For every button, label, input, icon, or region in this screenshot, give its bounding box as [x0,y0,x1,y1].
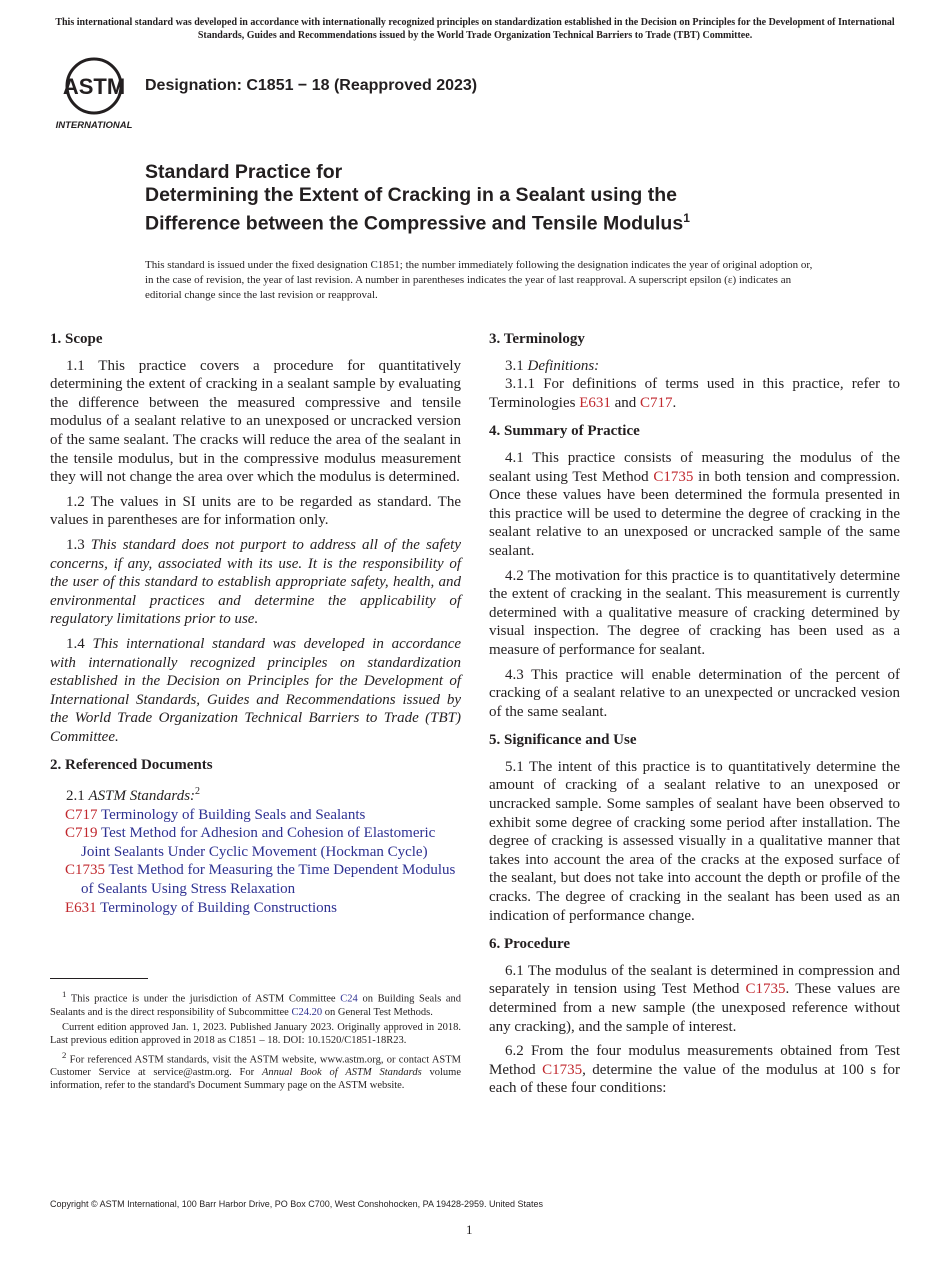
footnote-1-edition: Current edition approved Jan. 1, 2023. Published January 2023. Originally approved in 2018. Last previous edition approved in 2018 as C1851 – 18. DOI: 10.1520/C1851-18R23. [50,1021,461,1046]
scope-1-2: 1.2 The values in SI units are to be regarded as standard. The values in parentheses are for information only. [50,493,461,529]
section-significance [489,731,900,925]
astm-logo [54,56,134,130]
referenced-heading: 2. Referenced Documents [50,757,213,774]
section-scope [50,330,461,746]
c1735-link[interactable]: C1735 [653,468,694,485]
logo-astm-text: ASTM [62,74,126,99]
astm-standards-subheading: 2.1 ASTM Standards:$^2$ [66,786,201,805]
ref-code-link: C719 [65,825,98,842]
left-column [50,330,461,927]
procedure-6-1: 6.1 The modulus of the sealant is determined in compression and separately in tension using Test Method C1735. These values are determined from a new sample (the unexposed reference without any cracking), and the sample of interest. [489,962,900,1035]
ref-title-link: Terminology of Building Constructions [100,899,338,916]
footnote-2: $^2$ For referenced ASTM standards, visit the ASTM website, www.astm.org, or contact ASTM Customer Service at service@astm.org. For Annual Book of ASTM Standards volume information, refer to the standard's Document Summary page on the ASTM website. [50,1049,462,1091]
terminology-heading: 3. Terminology [489,331,585,347]
e631-link[interactable]: E631 [579,394,611,411]
definitions-subheading: 3.1 Definitions: [505,357,600,374]
ref-title-link: Test Method for Measuring the Time Dependent Modulus of Sealants Using Stress Relaxation [81,862,456,898]
c24-link[interactable]: C24 [340,993,358,1005]
procedure-heading: 6. Procedure [489,936,571,953]
c24-20-link[interactable]: C24.20 [291,1006,323,1018]
significance-heading: 5. Significance and Use [489,732,637,749]
scope-1-1: 1.1 This practice covers a procedure for quantitatively determining the extent of cracking in a sealant sample by evaluating the difference between the measured compressive and tensile modulus of a sealant relative to an unexposed or uncracked version of the same sealant. The cracks will reduce the area of the sealant in the tensile modulus, but in the compressive modulus measurement they will not change the area over which the modulus is determined. [50,357,461,486]
right-column [489,330,900,1108]
footnotes [50,988,461,1094]
ref-code-link: C717 [65,806,98,823]
ref-item[interactable] [50,806,461,825]
designation: Designation: C1851 − 18 (Reapproved 2023) [145,77,478,94]
ref-code-link: C1735 [65,862,106,879]
page-number: 1 [466,1222,473,1237]
section-terminology [489,330,900,412]
header-notice: This international standard was developed in accordance with internationally recognized principles on standardization established in the Decision on Principles for the Development of International Standards, Guides and Recommendations issued by the World Trade Organization Technical Barriers to Trade (TBT) Committee. [55,17,895,41]
section-procedure [489,935,900,1098]
section-referenced-documents [50,756,461,917]
title-line-1: Standard Practice for [145,161,343,183]
c1735-link[interactable]: C1735 [745,981,786,998]
ref-item[interactable] [50,824,461,861]
ref-item[interactable] [50,861,461,898]
issued-note: This standard is issued under the fixed designation C1851; the number immediately following the designation indicates the year of original adoption or, in the case of revision, the year of last revision. A number in parentheses indicates the year of last reapproval. A superscript epsilon (ε) indicates an editorial change since the last revision or reapproval. [145,259,813,301]
title-line-2: Determining the Extent of Cracking in a Sealant using the [145,184,678,206]
summary-4-2: 4.2 The motivation for this practice is to quantitatively determine the extent of cracking in the sealant. This measurement is currently determined with a qualitative measure of cracking determined by visual inspection. The degree of cracking has been used as a measure of performance for sealant. [489,567,900,658]
section-summary [489,422,900,721]
title-footnote-mark: 1 [683,211,690,225]
c1735-link[interactable]: C1735 [542,1061,583,1078]
ref-code-link: E631 [65,899,97,916]
document-title [145,161,865,236]
footnote-divider [50,978,148,979]
ref-title-link: Test Method for Adhesion and Cohesion of Elastomeric Joint Sealants Under Cyclic Movement (Hockman Cycle) [81,825,436,860]
terminology-3-1-1: 3.1.1 For definitions of terms used in this practice, refer to Terminologies E631 and C717. [489,376,900,411]
footnote-1: $^1$ This practice is under the jurisdiction of ASTM Committee C24 on Building Seals and Sealants and is the direct responsibility of Subcommittee C24.20 on General Test Methods. [50,989,462,1018]
c717-link[interactable]: C717 [640,394,673,411]
copyright: Copyright © ASTM International, 100 Barr Harbor Drive, PO Box C700, West Conshohocken, PA 19428-2959. United States [50,1199,544,1209]
ref-item[interactable] [50,899,461,918]
summary-4-1: 4.1 This practice consists of measuring the modulus of the sealant using Test Method C1735 in both tension and compression. Once these values have been determined the formula presented in this practice will be used to determine the degree of cracking in the sealant relative to an unexposed or uncracked sample of the same sealant. [489,449,900,559]
scope-heading: 1. Scope [50,331,103,347]
procedure-6-2: 6.2 From the four modulus measurements obtained from Test Method C1735, determine the value of the modulus at 100 s for each of these four conditions: [489,1043,900,1097]
scope-1-4: 1.4 This international standard was developed in accordance with internationally recognized principles on standardization established in the Decision on Principles for the Development of International Standards, Guides and Recommendations issued by the World Trade Organization Technical Barriers to Trade (TBT) Committee. [50,635,462,745]
logo-international-text: INTERNATIONAL [55,120,133,130]
scope-1-3: 1.3 This standard does not purport to address all of the safety concerns, if any, associated with its use. It is the responsibility of the user of this standard to establish appropriate safety, health, and environmental practices and determine the applicability of regulatory limitations prior to use. [50,536,461,628]
ref-title-link: Terminology of Building Seals and Sealants [101,806,366,823]
title-line-3: Difference between the Compressive and Tensile Modulus$^1$ [145,211,690,235]
significance-5-1: 5.1 The intent of this practice is to quantitatively determine the amount of cracking of a sealant relative to an unexposed or uncracked sample. Some samples of sealant have been observed to exhibit some degree of cracking some period after installation. The degree of cracking is assessed visually in a qualitative manner that takes into account the area of the cracks at the exposed surface of the sealant, but does not take into account the depth or profile of the cracks. The degree of cracking in the sealant has been used as an indication of performance change. [489,758,900,924]
summary-heading: 4. Summary of Practice [489,423,640,440]
summary-4-3: 4.3 This practice will enable determination of the percent of cracking of a sealant relative to an unexpected or uncracked vesion of the same sealant. [489,666,900,720]
